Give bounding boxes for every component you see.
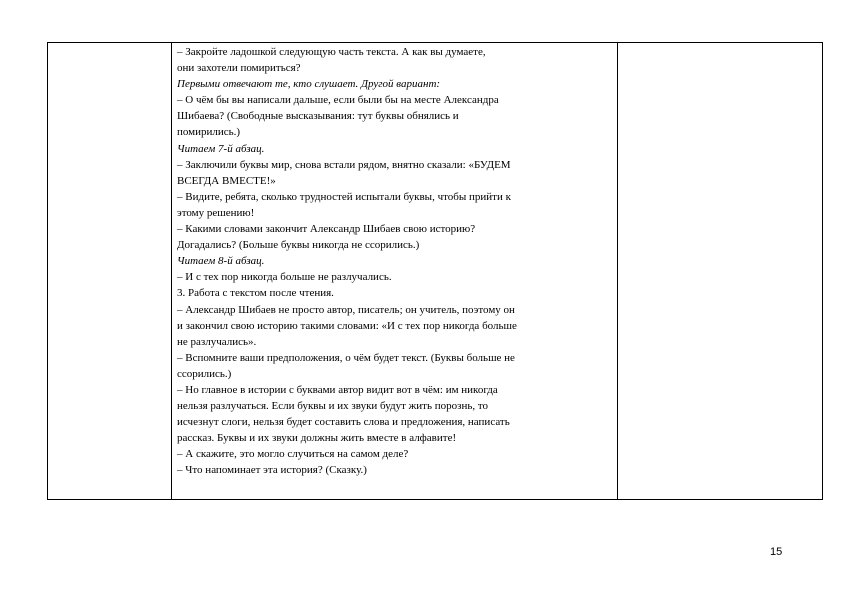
text-line: – И с тех пор никогда больше не разлучались. [177, 271, 392, 284]
text-line: Шибаева? (Свободные высказывания: тут буквы обнялись и [177, 110, 459, 123]
lesson-table [47, 42, 823, 500]
text-line: не разлучались». [177, 335, 257, 348]
text-line: исчезнут слоги, нельзя будет составить слова и предложения, написать [177, 416, 510, 429]
text-line: – Закройте ладошкой следующую часть текста. А как вы думаете, [177, 46, 486, 58]
column-divider-left [171, 43, 172, 499]
text-line: ВСЕГДА ВМЕСТЕ!» [177, 174, 276, 187]
instruction-line: Читаем 8-й абзац. [177, 255, 265, 268]
lesson-text-cell [177, 44, 613, 479]
text-line: нельзя разлучаться. Если буквы и их звуки будут жить порознь, то [177, 400, 489, 413]
text-line: этому решению! [177, 206, 255, 219]
text-line: – Александр Шибаев не просто автор, писатель; он учитель, поэтому он [177, 303, 515, 316]
text-line: ссорились.) [177, 367, 232, 380]
text-line: помирились.) [177, 126, 241, 139]
text-line: 3. Работа с текстом после чтения. [177, 287, 334, 300]
instruction-line: Первыми отвечают те, кто слушает. Другой вариант: [177, 78, 441, 91]
page-number: 15 [770, 546, 783, 558]
text-line: они захотели помириться? [177, 62, 301, 75]
text-line: – А скажите, это могло случиться на самом деле? [177, 448, 409, 461]
text-line: – Заключили буквы мир, снова встали рядом, внятно сказали: «БУДЕМ [177, 158, 511, 171]
text-line: – Что напоминает эта история? (Сказку.) [177, 464, 367, 477]
text-line: – Вспомните ваши предположения, о чём будет текст. (Буквы больше не [177, 351, 515, 364]
text-line: – О чём бы вы написали дальше, если были бы на месте Александра [177, 94, 499, 107]
text-line: и закончил свою историю такими словами: «И с тех пор никогда больше [177, 319, 517, 332]
text-line: – Видите, ребята, сколько трудностей испытали буквы, чтобы прийти к [177, 190, 511, 203]
instruction-line: Читаем 7-й абзац. [177, 142, 265, 155]
column-divider-right [617, 43, 618, 499]
text-line: Догадались? (Больше буквы никогда не ссорились.) [177, 239, 420, 252]
text-line: – Но главное в истории с буквами автор видит вот в чём: им никогда [177, 383, 498, 396]
text-line: – Какими словами закончит Александр Шибаев свою историю? [177, 223, 476, 236]
text-line: рассказ. Буквы и их звуки должны жить вместе в алфавите! [177, 432, 457, 445]
